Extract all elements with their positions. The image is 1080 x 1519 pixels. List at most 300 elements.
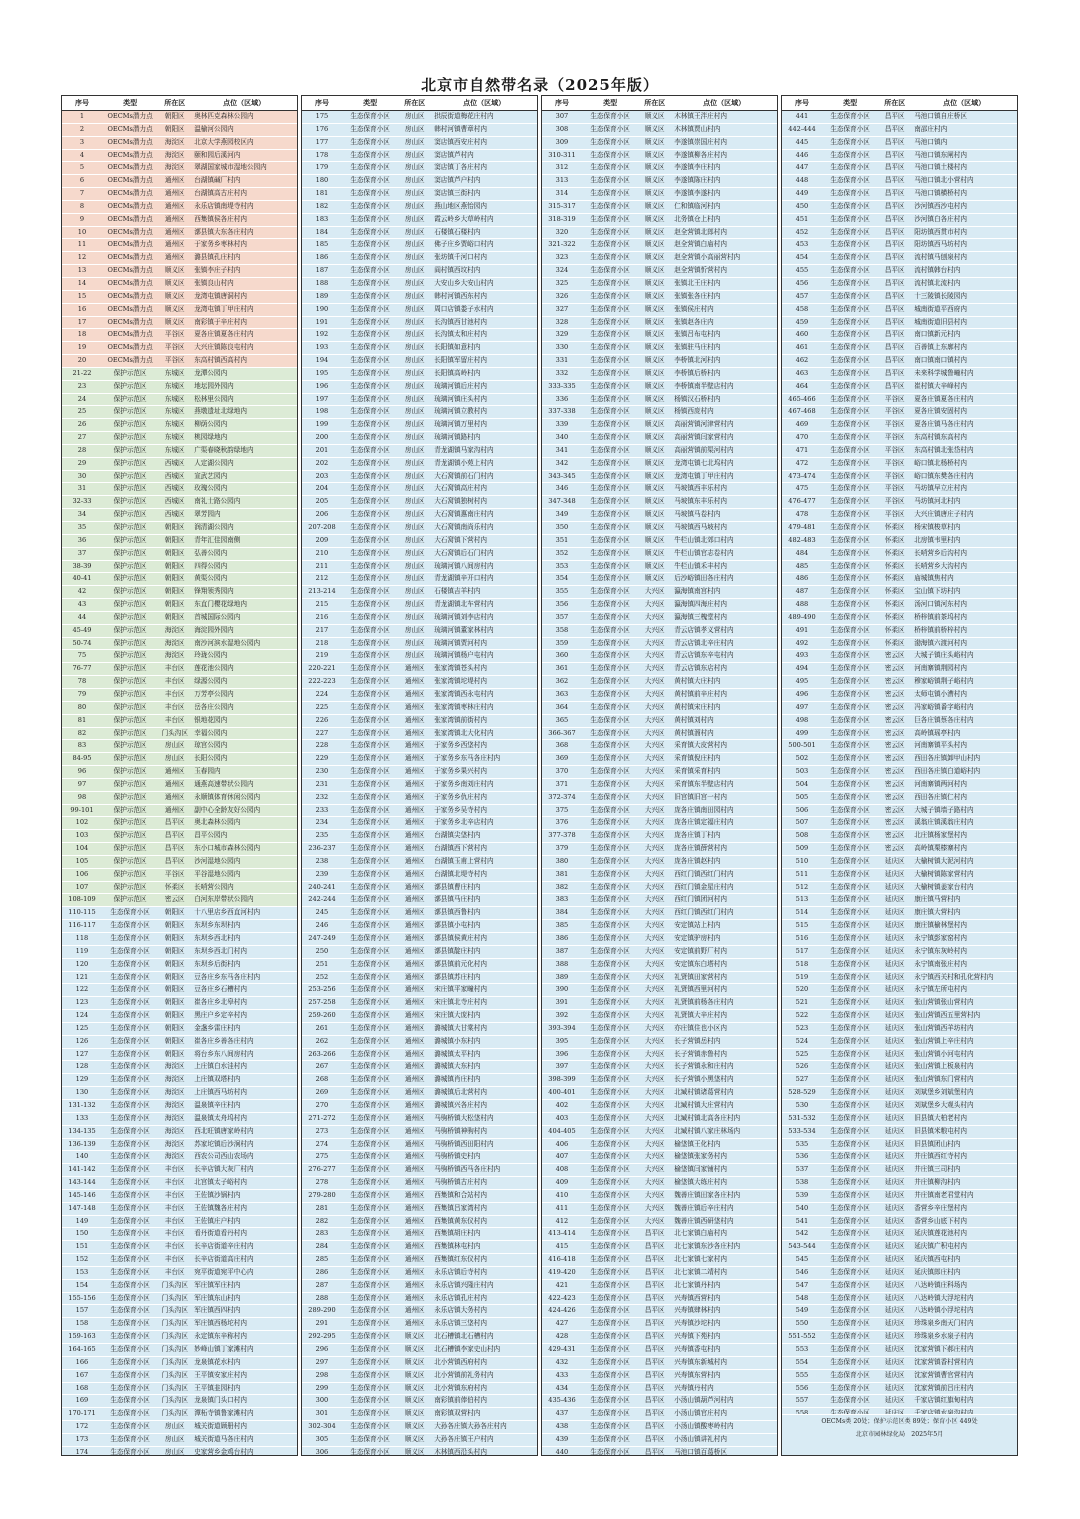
cell-type: 生态保育小区 [822, 1318, 878, 1331]
table-row [62, 676, 297, 689]
cell-serial: 116-117 [62, 920, 102, 933]
table-row [302, 740, 537, 753]
table-row [62, 1010, 297, 1023]
cell-type: 生态保育小区 [582, 637, 638, 650]
cell-type: 保护示范区 [102, 855, 158, 868]
cell-serial: 492 [782, 637, 822, 650]
cell-site: 牛栏山镇禾丰村内 [671, 560, 777, 573]
table-row [782, 1010, 1017, 1023]
cell-serial: 521 [782, 997, 822, 1010]
table-row [302, 534, 537, 547]
cell-serial: 173 [62, 1433, 102, 1446]
table-row [302, 252, 537, 265]
cell-serial: 451 [782, 213, 822, 226]
cell-district: 通州区 [158, 226, 191, 239]
table-row [782, 226, 1017, 239]
cell-type: 生态保育小区 [342, 1446, 398, 1456]
cell-district: 房山区 [398, 188, 431, 201]
cell-site: 城南街道平西府内 [911, 303, 1017, 316]
cell-serial: 419-420 [542, 1266, 582, 1279]
cell-site: 城关街道顾册村内 [191, 1421, 297, 1434]
cell-serial: 413-414 [542, 1228, 582, 1241]
table-row [782, 1177, 1017, 1190]
cell-type: 生态保育小区 [582, 676, 638, 689]
table-column-2 [301, 95, 538, 1456]
cell-serial: 83 [62, 740, 102, 753]
table-row [62, 380, 297, 393]
cell-site: 漷县镇前元化村内 [431, 958, 537, 971]
cell-serial: 525 [782, 1048, 822, 1061]
cell-site: 翠湖国家城市湿地公园内 [191, 162, 297, 175]
cell-type: 生态保育小区 [582, 406, 638, 419]
cell-district: 平谷区 [158, 868, 191, 881]
cell-district: 怀柔区 [878, 573, 911, 586]
table-row [542, 1356, 777, 1369]
cell-type: 生态保育小区 [342, 920, 398, 933]
cell-serial: 17 [62, 316, 102, 329]
table-row [782, 1074, 1017, 1087]
cell-type: 生态保育小区 [582, 1189, 638, 1202]
cell-site: 温榆河公园内 [191, 123, 297, 136]
cell-site: 李桥镇北河村内 [671, 355, 777, 368]
cell-type: 生态保育小区 [342, 984, 398, 997]
table-row [302, 1125, 537, 1138]
cell-district: 延庆区 [878, 1087, 911, 1100]
cell-type: 生态保育小区 [582, 483, 638, 496]
cell-district: 怀柔区 [878, 599, 911, 612]
table-row [782, 1305, 1017, 1318]
table-row [302, 111, 537, 124]
table-row [62, 1138, 297, 1151]
cell-serial: 497 [782, 701, 822, 714]
table-row [782, 1292, 1017, 1305]
table-row [782, 881, 1017, 894]
cell-serial: 98 [62, 791, 102, 804]
table-row [542, 1035, 777, 1048]
cell-type: 保护示范区 [102, 470, 158, 483]
cell-type: 生态保育小区 [582, 162, 638, 175]
cell-type: 生态保育小区 [822, 958, 878, 971]
cell-type: 生态保育小区 [582, 1331, 638, 1344]
cell-serial: 164-165 [62, 1344, 102, 1357]
cell-type: 生态保育小区 [102, 1151, 158, 1164]
cell-site: 李遂镇柳各庄村内 [671, 149, 777, 162]
cell-district: 朝阳区 [158, 123, 191, 136]
cell-serial: 510 [782, 855, 822, 868]
cell-type: 生态保育小区 [822, 316, 878, 329]
cell-type: 生态保育小区 [342, 188, 398, 201]
cell-type: 生态保育小区 [342, 367, 398, 380]
cell-site: 溪翁庄镇溪翁庄村内 [911, 817, 1017, 830]
cell-serial: 383 [542, 894, 582, 907]
cell-district: 通州区 [398, 1177, 431, 1190]
cell-serial: 288 [302, 1292, 342, 1305]
cell-district: 大兴区 [638, 624, 671, 637]
cell-site: 张山营镇西羊坊村内 [911, 1022, 1017, 1035]
cell-district: 顺义区 [638, 290, 671, 303]
cell-type: 生态保育小区 [822, 984, 878, 997]
cell-district: 大兴区 [638, 855, 671, 868]
cell-serial: 270 [302, 1099, 342, 1112]
cell-type: 生态保育小区 [582, 1408, 638, 1421]
table-row [302, 599, 537, 612]
cell-serial: 314 [542, 188, 582, 201]
cell-district: 延庆区 [878, 894, 911, 907]
cell-serial: 191 [302, 316, 342, 329]
cell-district: 昌平区 [638, 1369, 671, 1382]
cell-site: 张家湾镇北大化村内 [431, 727, 537, 740]
cell-type: 生态保育小区 [582, 1369, 638, 1382]
cell-district: 东城区 [158, 380, 191, 393]
table-row [782, 188, 1017, 201]
cell-type: 生态保育小区 [102, 1331, 158, 1344]
cell-serial: 487 [782, 586, 822, 599]
cell-site: 张山营镇西五里营村内 [911, 1010, 1017, 1023]
cell-serial: 181 [302, 188, 342, 201]
table-row [782, 920, 1017, 933]
cell-site: 瀛海镇四海庄村内 [671, 599, 777, 612]
cell-serial: 8 [62, 200, 102, 213]
cell-type: 生态保育小区 [822, 637, 878, 650]
cell-serial: 410 [542, 1189, 582, 1202]
cell-serial: 9 [62, 213, 102, 226]
cell-serial: 285 [302, 1254, 342, 1267]
cell-site: 燕山地区燕怡园内 [431, 200, 537, 213]
cell-district: 大兴区 [638, 727, 671, 740]
cell-type: 生态保育小区 [342, 971, 398, 984]
cell-site: 南口镇南口镇村内 [911, 355, 1017, 368]
cell-district: 海淀区 [158, 624, 191, 637]
cell-district: 房山区 [398, 637, 431, 650]
cell-type: 生态保育小区 [342, 329, 398, 342]
cell-site: 永乐店镇南堤寺村内 [191, 200, 297, 213]
table-row [302, 1022, 537, 1035]
header-type: 类型 [342, 96, 398, 111]
cell-serial: 476-477 [782, 496, 822, 509]
cell-district: 房山区 [398, 290, 431, 303]
table-row [542, 1433, 777, 1446]
cell-district: 通州区 [398, 1048, 431, 1061]
cell-site: 西红门镇金星庄村内 [671, 881, 777, 894]
cell-district: 大兴区 [638, 1035, 671, 1048]
cell-district: 怀柔区 [878, 624, 911, 637]
cell-site: 兴寿镇东营村内 [671, 1369, 777, 1382]
cell-site: 台湖镇北堤寺村内 [431, 868, 537, 881]
cell-serial: 99-101 [62, 804, 102, 817]
table-row [302, 997, 537, 1010]
cell-type: 保护示范区 [102, 624, 158, 637]
cell-district: 顺义区 [638, 457, 671, 470]
cell-type: 生态保育小区 [582, 650, 638, 663]
table-row [542, 1305, 777, 1318]
cell-type: 生态保育小区 [102, 1279, 158, 1292]
cell-serial: 507 [782, 817, 822, 830]
cell-district: 房山区 [398, 611, 431, 624]
cell-type: 生态保育小区 [822, 1395, 878, 1408]
cell-site: 东高村镇北张岱村内 [911, 444, 1017, 457]
cell-site: 窦店镇三街村内 [431, 188, 537, 201]
cell-site: 西红门镇团河村内 [671, 894, 777, 907]
table-row [542, 971, 777, 984]
cell-site: 庞各庄镇薛营村内 [671, 843, 777, 856]
cell-district: 海淀区 [158, 1074, 191, 1087]
cell-serial: 458 [782, 303, 822, 316]
cell-district: 顺义区 [398, 1369, 431, 1382]
cell-serial: 327 [542, 303, 582, 316]
cell-district: 大兴区 [638, 920, 671, 933]
cell-site: 南沙河滨水湿地公园内 [191, 637, 297, 650]
table-row [302, 933, 537, 946]
table-row [62, 1369, 297, 1382]
cell-serial: 349 [542, 509, 582, 522]
cell-site: 北小营镇东府村内 [431, 1382, 537, 1395]
cell-district: 房山区 [398, 573, 431, 586]
cell-district: 昌平区 [638, 1433, 671, 1446]
cell-site: 长辛店镇大灰厂村内 [191, 1164, 297, 1177]
cell-site: 沙河镇白各庄村内 [911, 213, 1017, 226]
cell-site: 润清湖公园内 [191, 522, 297, 535]
cell-site: 龙泉镇花水村内 [191, 1356, 297, 1369]
cell-type: 生态保育小区 [342, 830, 398, 843]
cell-type: 生态保育小区 [342, 1087, 398, 1100]
table-row [62, 1266, 297, 1279]
cell-serial: 281 [302, 1202, 342, 1215]
cell-district: 顺义区 [398, 1395, 431, 1408]
cell-site: 台湖镇高古庄村内 [191, 188, 297, 201]
cell-site: 玲珑公园内 [191, 650, 297, 663]
cell-district: 通州区 [398, 1112, 431, 1125]
table-row [302, 727, 537, 740]
table-row [302, 624, 537, 637]
table-row [62, 714, 297, 727]
cell-serial: 157 [62, 1305, 102, 1318]
cell-site: 榆垡镇王化村内 [671, 1138, 777, 1151]
cell-district: 大兴区 [638, 1074, 671, 1087]
cell-type: 生态保育小区 [822, 1228, 878, 1241]
cell-site: 崔村镇大辛峰村内 [911, 380, 1017, 393]
table-row [62, 740, 297, 753]
cell-type: 保护示范区 [102, 560, 158, 573]
cell-type: 保护示范区 [102, 496, 158, 509]
cell-district: 朝阳区 [158, 599, 191, 612]
cell-serial: 296 [302, 1344, 342, 1357]
cell-site: 长子营镇永和庄村内 [671, 1061, 777, 1074]
cell-site: 通燕高速带状公园内 [191, 778, 297, 791]
cell-district: 昌平区 [638, 1331, 671, 1344]
cell-type: 生态保育小区 [102, 1228, 158, 1241]
cell-site: 长子营镇岳村内 [671, 1035, 777, 1048]
cell-site: 北庄镇杨家堡村内 [911, 830, 1017, 843]
cell-type: 保护示范区 [102, 830, 158, 843]
cell-district: 大兴区 [638, 637, 671, 650]
cell-serial: 38-39 [62, 560, 102, 573]
cell-type: 保护示范区 [102, 778, 158, 791]
table-header-row [782, 96, 1017, 111]
cell-site: 台湖镇尖垡村内 [431, 830, 537, 843]
cell-type: 生态保育小区 [342, 958, 398, 971]
table-row [302, 188, 537, 201]
cell-serial: 500-501 [782, 740, 822, 753]
cell-type: 生态保育小区 [342, 804, 398, 817]
cell-district: 通州区 [398, 753, 431, 766]
table-row [542, 162, 777, 175]
header-serial: 序号 [782, 96, 822, 111]
table-row [302, 1228, 537, 1241]
cell-site: 流村镇马刨泉村内 [911, 252, 1017, 265]
cell-site: 琉璃河镇董家林村内 [431, 624, 537, 637]
cell-site: 王佐镇庄户村内 [191, 1215, 297, 1228]
table-row [782, 534, 1017, 547]
cell-district: 延庆区 [878, 881, 911, 894]
cell-site: 军庄镇西杨坨村内 [191, 1318, 297, 1331]
cell-type: 保护示范区 [102, 753, 158, 766]
cell-type: 生态保育小区 [582, 1228, 638, 1241]
cell-site: 马池口镇自庄桥区 [911, 111, 1017, 124]
cell-type: 生态保育小区 [342, 149, 398, 162]
cell-site: 高丽营镇前渠河村内 [671, 444, 777, 457]
cell-serial: 515 [782, 920, 822, 933]
cell-site: 礼贤镇西里河村内 [671, 984, 777, 997]
cell-district: 昌平区 [878, 123, 911, 136]
cell-district: 房山区 [398, 329, 431, 342]
cell-type: 生态保育小区 [822, 547, 878, 560]
cell-serial: 140 [62, 1151, 102, 1164]
cell-serial: 261 [302, 1022, 342, 1035]
cell-district: 大兴区 [638, 714, 671, 727]
cell-type: 生态保育小区 [342, 611, 398, 624]
table-row [302, 1215, 537, 1228]
table-row [782, 945, 1017, 958]
cell-serial: 25 [62, 406, 102, 419]
cell-type: OECMs潜力点 [102, 162, 158, 175]
cell-serial: 542 [782, 1228, 822, 1241]
cell-district: 海淀区 [158, 1061, 191, 1074]
cell-site: 夏各庄镇夏各庄村内 [191, 329, 297, 342]
cell-serial: 43 [62, 599, 102, 612]
cell-site: 永乐店镇孔庄村内 [431, 1292, 537, 1305]
cell-site: 魏善庄镇田家各庄村内 [671, 1189, 777, 1202]
table-row [542, 894, 777, 907]
cell-type: 生态保育小区 [342, 1305, 398, 1318]
table-row [302, 1266, 537, 1279]
cell-district: 大兴区 [638, 586, 671, 599]
table-row [542, 342, 777, 355]
cell-type: 生态保育小区 [822, 1305, 878, 1318]
cell-serial: 275 [302, 1151, 342, 1164]
cell-serial: 459 [782, 316, 822, 329]
cell-type: 生态保育小区 [342, 1215, 398, 1228]
cell-type: 保护示范区 [102, 663, 158, 676]
cell-type: 生态保育小区 [582, 933, 638, 946]
table-row [782, 766, 1017, 779]
cell-site: 夏各庄镇马各庄村内 [911, 419, 1017, 432]
cell-serial: 371 [542, 778, 582, 791]
header-type: 类型 [822, 96, 878, 111]
cell-type: 生态保育小区 [342, 624, 398, 637]
header-type: 类型 [582, 96, 638, 111]
cell-district: 延庆区 [878, 1151, 911, 1164]
cell-site: 庙城镇焦村内 [911, 573, 1017, 586]
cell-serial: 387 [542, 945, 582, 958]
table-row [782, 611, 1017, 624]
table-row [302, 1254, 537, 1267]
cell-district: 昌平区 [638, 1356, 671, 1369]
cell-site: 南礼士路公园内 [191, 496, 297, 509]
cell-serial: 460 [782, 329, 822, 342]
cell-type: 生态保育小区 [822, 740, 878, 753]
cell-site: 北小营镇西府村内 [431, 1356, 537, 1369]
cell-site: 奥林匹克森林公园内 [191, 111, 297, 124]
cell-type: 生态保育小区 [582, 1241, 638, 1254]
table-row [542, 355, 777, 368]
cell-serial: 209 [302, 534, 342, 547]
table-row [542, 1048, 777, 1061]
table-row [782, 933, 1017, 946]
cell-district: 昌平区 [878, 277, 911, 290]
cell-serial: 351 [542, 534, 582, 547]
cell-serial: 305 [302, 1433, 342, 1446]
cell-district: 朝阳区 [158, 534, 191, 547]
cell-site: 大石窝镇前石门村内 [431, 470, 537, 483]
cell-district: 东城区 [158, 393, 191, 406]
table-row [302, 894, 537, 907]
cell-serial: 450 [782, 200, 822, 213]
cell-site: 东坝乡东坝村内 [191, 920, 297, 933]
cell-type: 生态保育小区 [582, 432, 638, 445]
cell-site: 马池口镇土楼村内 [911, 162, 1017, 175]
table-row [302, 367, 537, 380]
cell-district: 房山区 [398, 162, 431, 175]
cell-district: 顺义区 [638, 277, 671, 290]
cell-district: 昌平区 [878, 149, 911, 162]
cell-district: 顺义区 [158, 290, 191, 303]
cell-serial: 494 [782, 663, 822, 676]
cell-site: 流村镇韩台村内 [911, 265, 1017, 278]
cell-type: 生态保育小区 [342, 432, 398, 445]
table-row [302, 265, 537, 278]
cell-type: 生态保育小区 [582, 1356, 638, 1369]
cell-district: 平谷区 [878, 406, 911, 419]
table-row [782, 817, 1017, 830]
cell-site: 采育镇倪庄村内 [671, 753, 777, 766]
table-row [542, 432, 777, 445]
cell-type: 生态保育小区 [102, 1421, 158, 1434]
cell-type: 生态保育小区 [822, 599, 878, 612]
cell-serial: 447 [782, 162, 822, 175]
table-row [62, 175, 297, 188]
cell-serial: 382 [542, 881, 582, 894]
cell-type: 生态保育小区 [342, 1344, 398, 1357]
table-row [782, 419, 1017, 432]
cell-district: 通州区 [398, 1266, 431, 1279]
table-row [302, 1112, 537, 1125]
cell-type: 生态保育小区 [342, 676, 398, 689]
table-row [62, 290, 297, 303]
table-row [542, 933, 777, 946]
cell-district: 平谷区 [878, 457, 911, 470]
table-row [782, 1125, 1017, 1138]
cell-site: 东坝乡西北门村内 [191, 945, 297, 958]
cell-site: 桥梓镇前桥梓村内 [911, 624, 1017, 637]
table-row [62, 830, 297, 843]
cell-site: 赵全营镇白庙村内 [671, 239, 777, 252]
table-row [782, 560, 1017, 573]
cell-site: 王佐镇沙锅村内 [191, 1189, 297, 1202]
table-row [782, 432, 1017, 445]
table-row [782, 676, 1017, 689]
table-row [302, 444, 537, 457]
cell-district: 朝阳区 [158, 1035, 191, 1048]
